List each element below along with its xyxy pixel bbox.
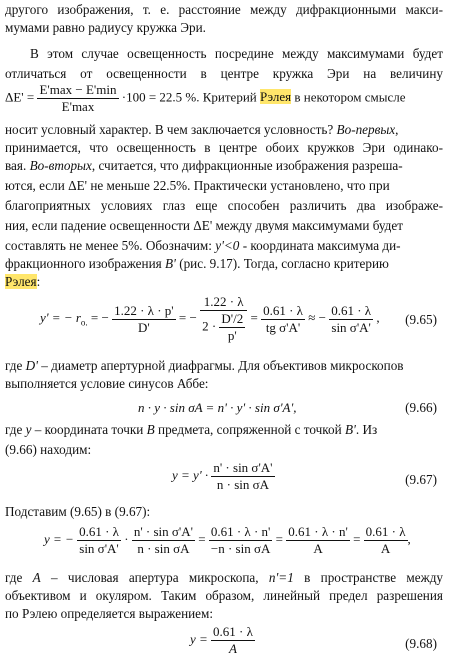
equation-9-65: y' = − $r_{o.}$ = − $\frac{1.22 \cdot \lambda \cdot p'}{D'}$ = − 1.22 · λ 2 · $\frac{D'/2}{p'}$ = $\frac{0.61 \cdot \lambda}{\text{tg σ'A'}}$ ≈ − $\frac{0.61 \cdot \lambda}{\text{sin σ'A'}}$ , <box>40 294 380 343</box>
fraction-denominator: E'max <box>61 99 95 114</box>
text-line: носит условный характер. В чем заключается условность? Во-первых, <box>5 122 399 137</box>
equation-number: (9.65) <box>405 312 437 327</box>
highlighted-term: Рэлея <box>260 89 292 105</box>
text-line: благоприятных условиях глаз еще способен различить два изображе- <box>5 198 443 213</box>
equation-9-66: n · y · sin σA = n' · y' · sin σ'A', <box>138 400 297 415</box>
equation-number: (9.67) <box>405 472 437 487</box>
equation-9-67: y = y' · $\frac{\text{n' · sin σ'A'}}{\text{n · sin σA}}$ <box>172 460 273 492</box>
text-line: где D' – диаметр апертурной диафрагмы. Для объективов микроскопов <box>5 358 404 373</box>
text-line: отличаться от освещенности в центре кружка Эри на величину <box>5 66 443 81</box>
text-line: объективом и окуляром. Таким образом, линейный предел разрешения <box>5 588 443 603</box>
text-line: фракционного изображения B' (рис. 9.17). Тогда, согласно критерию <box>5 256 389 271</box>
equation-number: (9.68) <box>405 636 437 651</box>
delta-e-lhs: ΔE' = <box>5 89 35 105</box>
substitution-equation: y = − $\frac{0.61 \cdot \lambda}{\text{sin σ'A'}}$ · $\frac{\text{n' · sin σ'A'}}{\text{n · sin σA}}$ = $\frac{0.61 \cdot \lambda \cdot n'}{\text{−n · sin σA}}$ = $\frac{0.61 \cdot \lambda \cdot n'}{A}$ = $\frac{0.61 \cdot \lambda}{A}$ , <box>44 524 411 556</box>
equation-9-68: y = $\frac{0.61 \cdot \lambda}{A}$ <box>190 624 253 656</box>
text-line: мумами равно радиусу кружка Эри. <box>5 20 206 35</box>
text-line: ются, если ΔE' не меньше 22.5%. Практически установлено, что при <box>5 178 390 193</box>
delta-e-fraction <box>37 82 118 115</box>
text-line: другого изображения, т. е. расстояние между дифракционными макси- <box>5 2 443 17</box>
delta-e-formula <box>5 82 406 115</box>
text-line: по Рэлею определяется выражением: <box>5 606 214 621</box>
text-line: где y – координата точки B предмета, сопряженной с точкой B'. Из <box>5 422 378 437</box>
text-line: В этом случае освещенность посредине между максимумами будет <box>30 46 443 61</box>
text-line: Рэлея: <box>5 274 41 289</box>
text-line: вая. Во-вторых, считается, что дифракционные изображения разреша- <box>5 158 403 173</box>
equation-number: (9.66) <box>405 400 437 415</box>
delta-e-value: ·100 = 22.5 % <box>121 89 197 105</box>
text-line: ния, если падение освещенности ΔE' между двумя максимумами будет <box>5 218 403 233</box>
text-line: составлять не менее 5%. Обозначим: y'<0 - координата максимума ди- <box>5 238 401 253</box>
text-line: где A – числовая апертура микроскопа, n'=1 в пространстве между <box>5 570 444 585</box>
text-fragment: в некотором смысле <box>294 89 406 105</box>
text-line: Подставим (9.65) в (9.67): <box>5 504 151 519</box>
text-fragment: . Критерий <box>196 89 257 105</box>
text-line: принимается, что освещенность в центре обоих кружков Эри одинако- <box>5 140 443 155</box>
text-line: (9.66) находим: <box>5 442 92 457</box>
fraction-numerator: E'max − E'min <box>39 82 117 97</box>
text-line: выполняется условие синусов Аббе: <box>5 376 209 391</box>
highlighted-term: Рэлея <box>5 274 37 289</box>
